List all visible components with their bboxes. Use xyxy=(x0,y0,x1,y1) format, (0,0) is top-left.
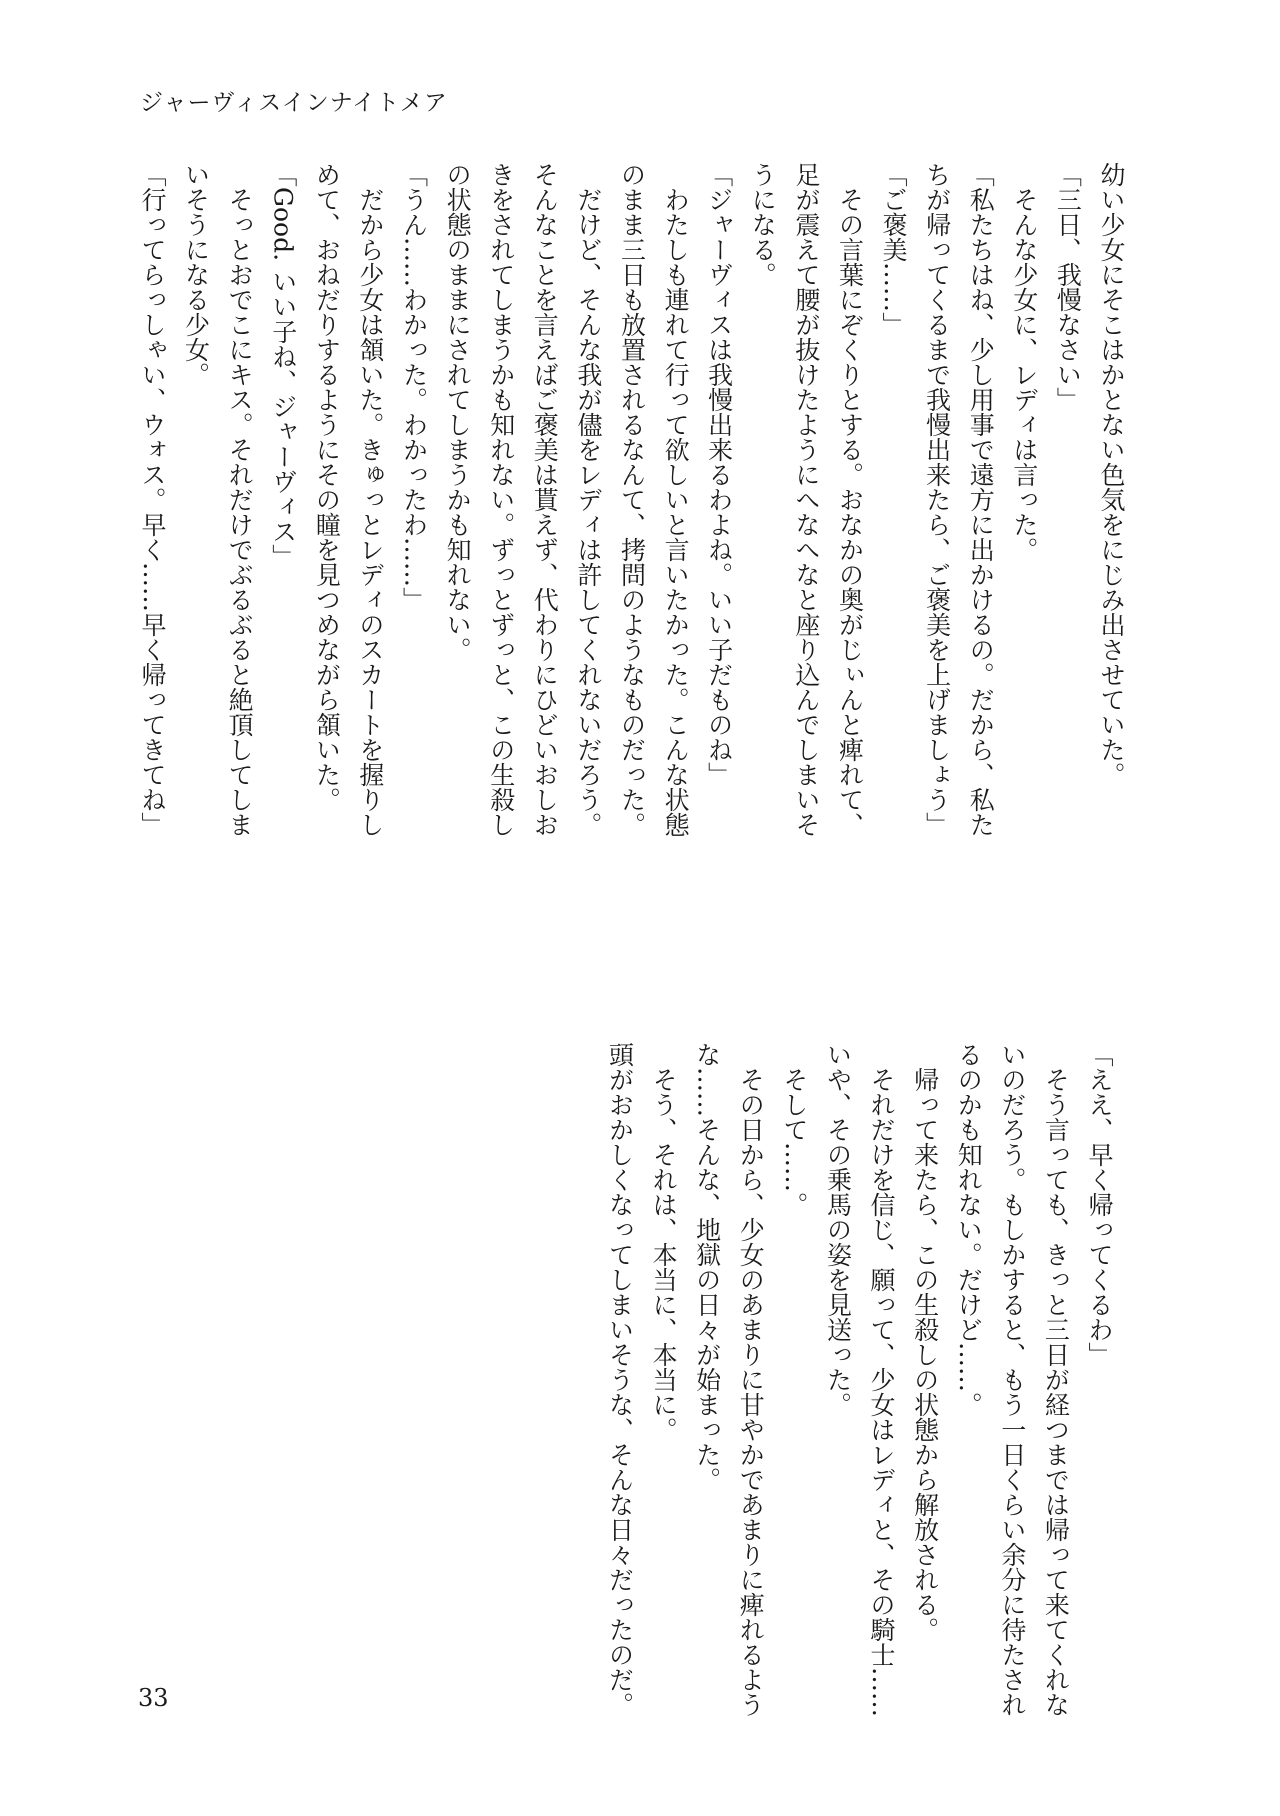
text-column: いのだろう。もしかすると、もう一日くらい余分に待たされ xyxy=(997,1042,1027,1717)
text-column: いや、その乗馬の姿を見送った。 xyxy=(823,1042,853,1417)
text-column: その言葉にぞくりとする。おなかの奥がじぃんと痺れて、 xyxy=(835,162,865,837)
text-column: それだけを信じ、願って、少女はレディと、その騎士…… xyxy=(867,1042,897,1717)
text-column: そう、それは、本当に、本当に。 xyxy=(649,1042,679,1442)
bottom-text-block xyxy=(598,1042,1121,1717)
text-column: きをされてしまうかも知れない。ずっとずっと、この生殺し xyxy=(486,162,516,837)
text-column: 「三日、我慢なさい」 xyxy=(1053,162,1083,412)
text-column: るのかも知れない。だけど……。 xyxy=(954,1042,984,1417)
text-column: めて、おねだりするようにその瞳を見つめながら頷いた。 xyxy=(312,162,342,812)
text-column: 帰って来たら、この生殺しの状態から解放される。 xyxy=(910,1042,940,1642)
text-column: の状態のままにされてしまうかも知れない。 xyxy=(443,162,473,662)
text-column: そっとおでこにキス。それだけでぶるぶると絶頂してしま xyxy=(225,162,255,837)
text-column: ちが帰ってくるまで我慢出来たら、ご褒美を上げましょう」 xyxy=(922,162,952,837)
text-column: いそうになる少女。 xyxy=(181,162,211,387)
text-column: 「ジャーヴィスは我慢出来るわよね。いい子だものね」 xyxy=(704,162,734,787)
text-column: 足が震えて腰が抜けたようにへなへなと座り込んでしまいそ xyxy=(791,162,821,837)
text-column: そう言っても、きっと三日が経つまでは帰って来てくれな xyxy=(1041,1042,1071,1717)
text-column: 頭がおかしくなってしまいそうな、そんな日々だったのだ。 xyxy=(605,1042,635,1717)
text-column: その日から、少女のあまりに甘やかであまりに痺れるよう xyxy=(736,1042,766,1717)
running-head: ジャーヴィスインナイトメア xyxy=(140,90,448,116)
page-number: 33 xyxy=(138,1684,169,1712)
top-text-block xyxy=(130,162,1133,872)
text-column: 「ご褒美……」 xyxy=(879,162,909,337)
text-column: そんなことを言えばご褒美は貰えず、代わりにひどいおしお xyxy=(530,162,560,837)
text-column: 幼い少女にそこはかとない色気をにじみ出させていた。 xyxy=(1097,162,1126,787)
text-column: わたしも連れて行って欲しいと言いたかった。こんな状態 xyxy=(661,162,691,837)
text-column: 「私たちはね、少し用事で遠方に出かけるの。だから、私た xyxy=(966,162,996,837)
text-column: のまま三日も放置されるなんて、拷問のようなものだった。 xyxy=(617,162,647,837)
text-column: そんな少女に、レディは言った。 xyxy=(1009,162,1039,562)
text-column: うになる。 xyxy=(748,162,778,287)
text-column: 「行ってらっしゃい、ウォス。早く……早く帰ってきてね」 xyxy=(137,162,167,837)
text-column: 「Good. いい子ね、ジャーヴィス」 xyxy=(268,162,298,569)
text-column: な……そんな、地獄の日々が始まった。 xyxy=(692,1042,722,1492)
text-column: だから少女は頷いた。きゅっとレディのスカートを握りし xyxy=(355,162,385,837)
text-column: 「ええ、早く帰ってくるわ」 xyxy=(1085,1042,1114,1367)
text-column: そして……。 xyxy=(779,1042,809,1217)
text-column: だけど、そんな我が儘をレディは許してくれないだろう。 xyxy=(573,162,603,837)
text-column: 「うん……わかった。わかったわ……」 xyxy=(399,162,429,612)
